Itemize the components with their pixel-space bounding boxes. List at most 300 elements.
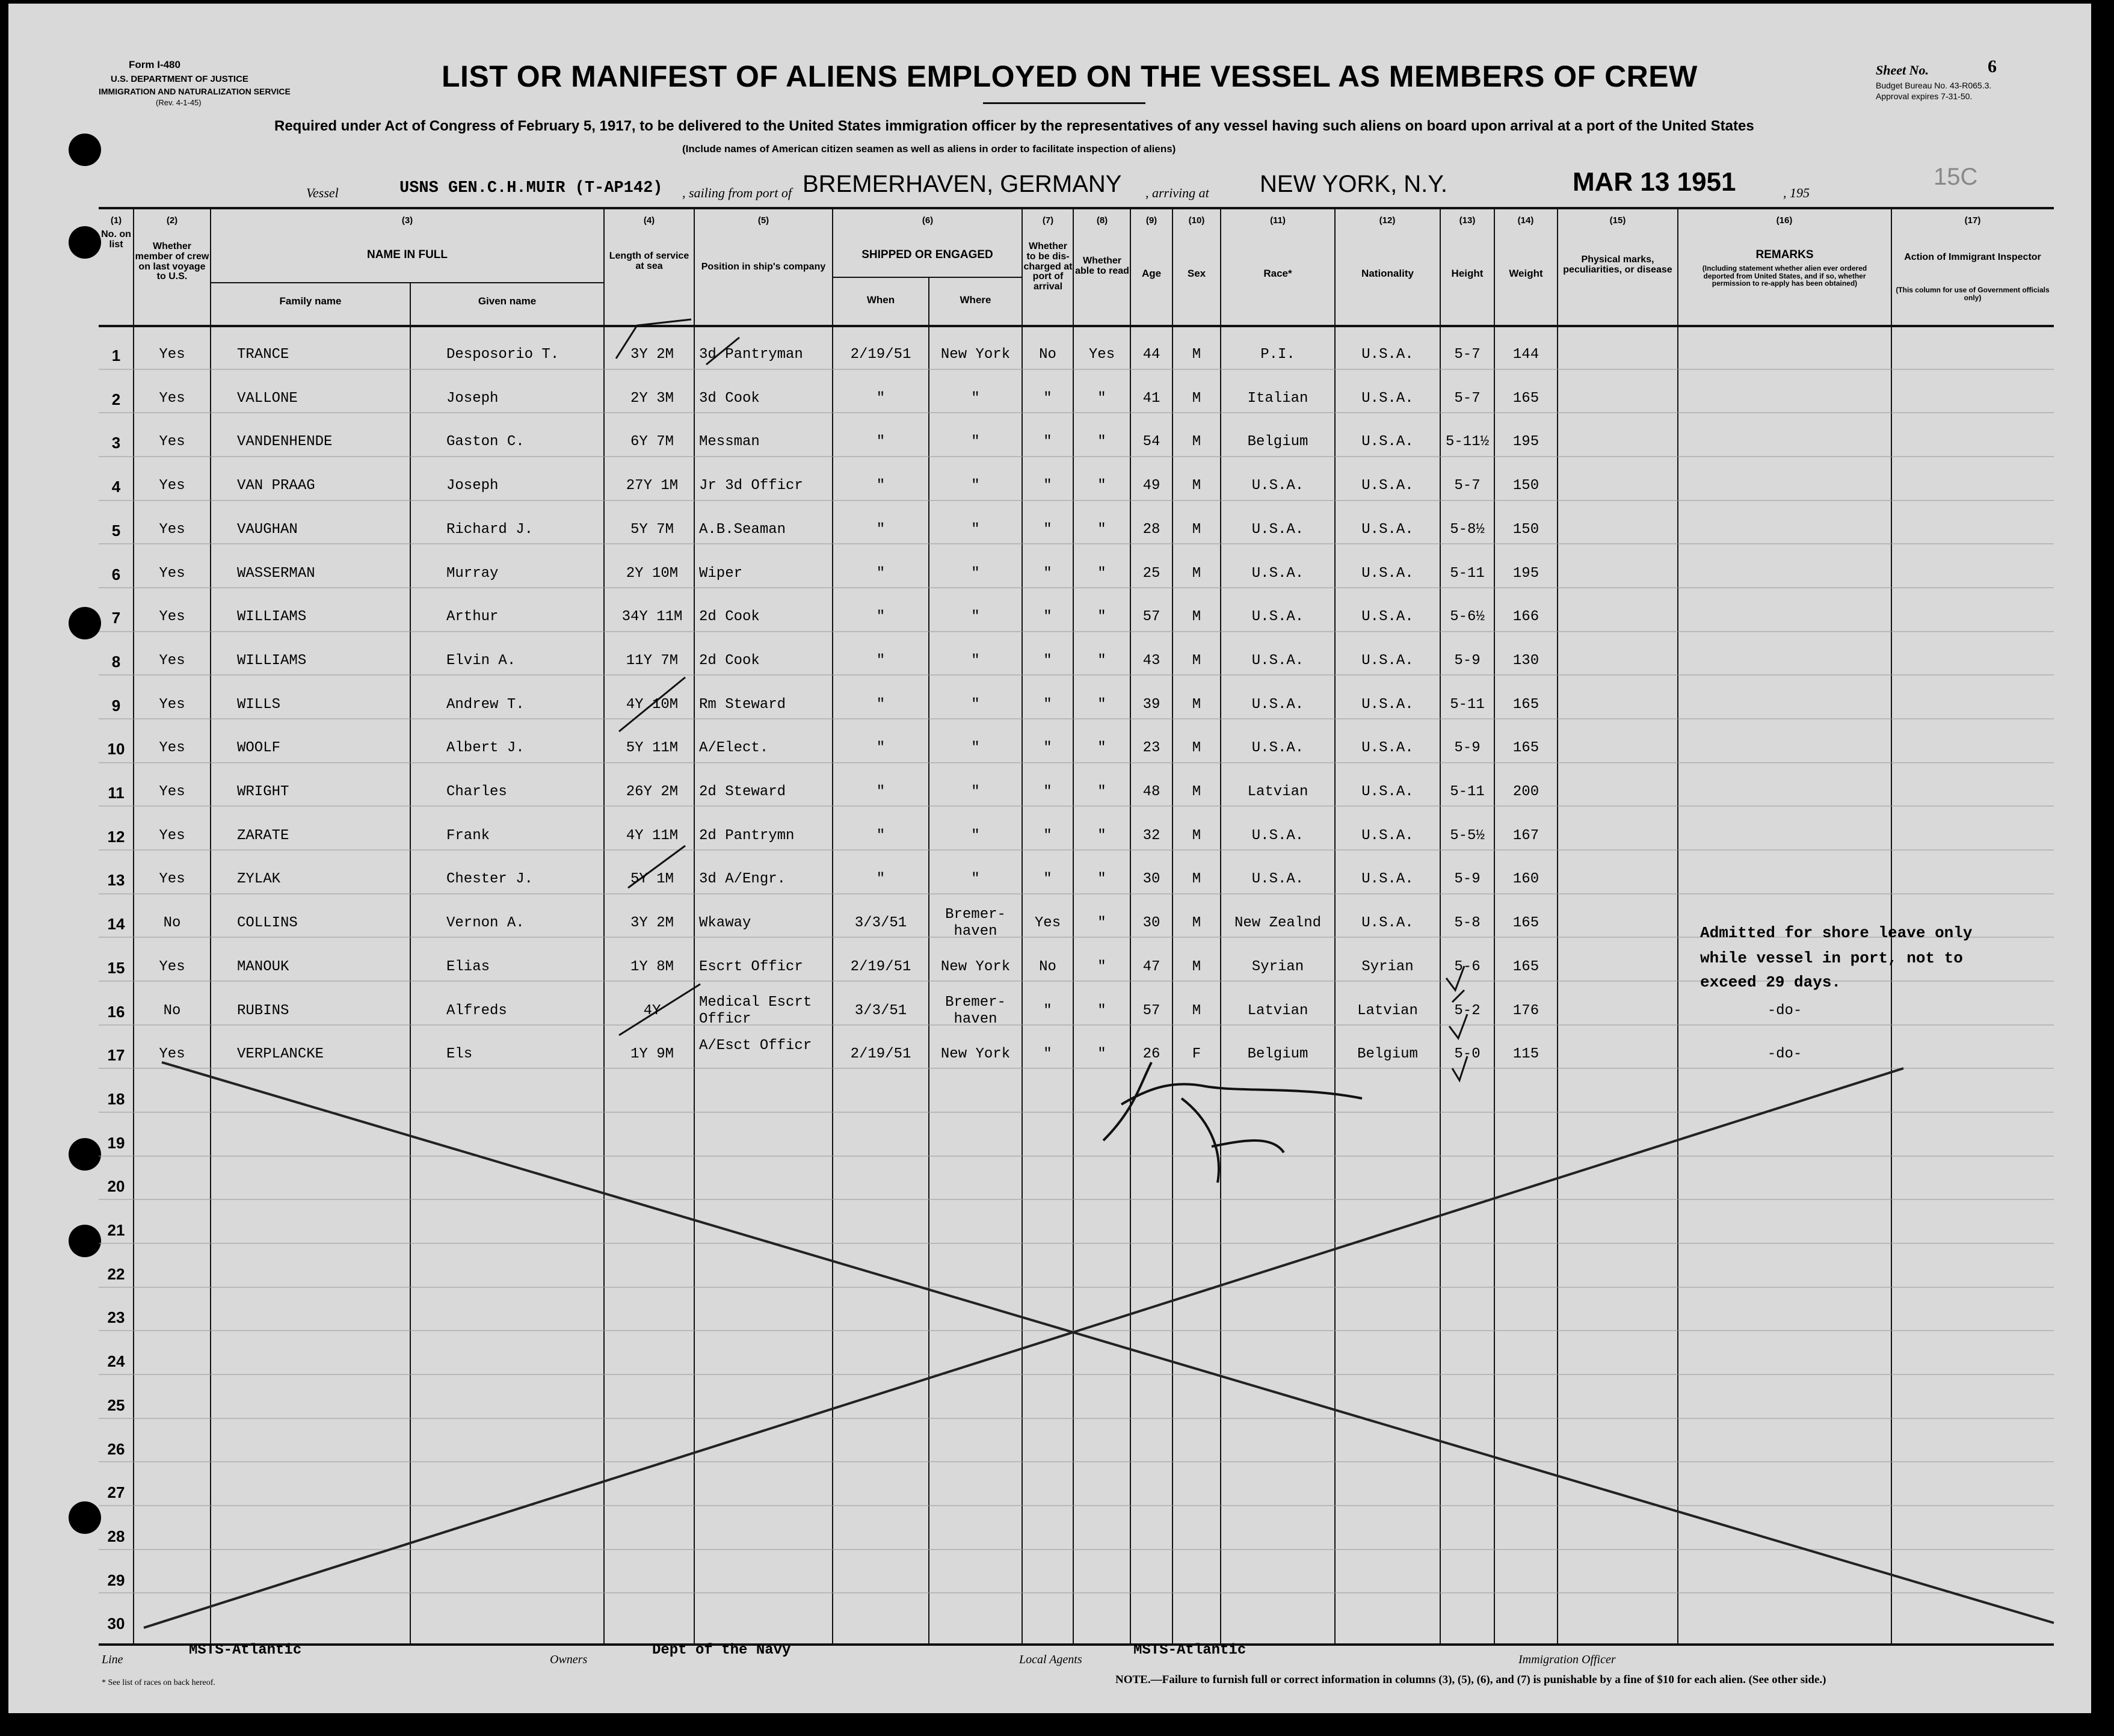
cell-given-name: Joseph (446, 478, 499, 494)
cell-given-name: Charles (446, 784, 507, 800)
cell-when: " (876, 565, 886, 582)
footer-line-label: Line (102, 1653, 123, 1666)
cell-weight: 165 (1512, 740, 1539, 757)
cell-voyage: Yes (159, 478, 185, 494)
remarks-line-3: exceed 29 days. (1700, 973, 1841, 991)
manifest-sheet (8, 4, 2091, 1713)
cell-voyage: Yes (159, 784, 185, 800)
cell-read: " (1097, 1046, 1106, 1063)
signature-icon (1103, 1062, 1362, 1183)
row-number: 7 (111, 609, 121, 627)
stamp-number: 15C (1934, 164, 1978, 190)
cell-where: " (971, 478, 980, 494)
cell-service: 6Y 7M (630, 434, 674, 451)
col-header-weight: Weight (1509, 268, 1543, 279)
cell-nationality: U.S.A. (1361, 827, 1414, 844)
year-suffix: , 195 (1783, 185, 1810, 200)
cell-height: 5-11½ (1445, 434, 1489, 451)
cell-service: 3Y 2M (630, 346, 674, 363)
cell-discharged: " (1043, 390, 1052, 407)
cell-family-name: VERPLANCKE (237, 1046, 324, 1063)
cell-given-name: Arthur (446, 609, 499, 626)
cell-discharged: " (1043, 1002, 1052, 1019)
column-number: (10) (1188, 215, 1205, 226)
cell-position: Wkaway (699, 915, 751, 932)
cell-position: Escrt Officr (699, 958, 803, 975)
cell-weight: 150 (1512, 521, 1539, 538)
cell-when: " (876, 390, 886, 407)
cell-where: " (971, 696, 980, 713)
cell-height: 5-0 (1454, 1046, 1481, 1063)
cell-sex: M (1192, 434, 1201, 451)
cell-sex: M (1192, 1002, 1201, 1019)
cell-nationality: U.S.A. (1361, 696, 1414, 713)
cell-read: " (1097, 740, 1106, 757)
cell-nationality: U.S.A. (1361, 652, 1414, 669)
cell-age: 48 (1142, 784, 1160, 800)
cell-family-name: WILLIAMS (237, 652, 307, 669)
cell-height: 5-11 (1450, 784, 1485, 800)
cell-weight: 200 (1512, 784, 1539, 800)
cell-nationality: U.S.A. (1361, 478, 1414, 494)
cell-where: New York (940, 1046, 1011, 1063)
cell-where: New York (940, 346, 1011, 363)
col-header-when: When (866, 294, 895, 306)
cell-race: U.S.A. (1251, 609, 1304, 626)
cell-family-name: WASSERMAN (237, 565, 315, 582)
cell-nationality: U.S.A. (1361, 521, 1414, 538)
cell-nationality: Belgium (1357, 1046, 1418, 1063)
footer-owners-label: Owners (550, 1653, 588, 1666)
approval-note: Approval expires 7-31-50. (1876, 91, 1973, 101)
cell-sex: M (1192, 696, 1201, 713)
cell-family-name: VAN PRAAG (237, 478, 315, 494)
cell-discharged: " (1043, 609, 1052, 626)
cell-age: 41 (1142, 390, 1160, 407)
cell-service: 4Y 11M (626, 827, 679, 844)
col-header-position: Position in ship's company (701, 262, 826, 272)
cell-sex: M (1192, 565, 1201, 582)
row-number: 15 (107, 958, 125, 977)
cell-where: " (971, 827, 980, 844)
cell-voyage: Yes (159, 434, 185, 451)
cell-given-name: Joseph (446, 390, 499, 407)
include-note: (Include names of American citizen seamen as well as aliens in order to facilitate inspection of aliens) (682, 143, 1176, 155)
cell-nationality: U.S.A. (1361, 740, 1414, 757)
col-header-remarks-note: (Including statement whether alien ever ordered deported from United States, and if so, whether permission to re-apply has been obtained) (1702, 264, 1867, 288)
column-number: (7) (1042, 215, 1054, 226)
cell-sex: M (1192, 609, 1201, 626)
cell-remarks: -do- (1767, 1002, 1802, 1019)
cell-read: " (1097, 958, 1106, 975)
column-number: (15) (1609, 215, 1626, 226)
cell-position: 2d Cook (699, 652, 760, 669)
cell-sex: M (1192, 652, 1201, 669)
cell-service: 5Y 11M (626, 740, 679, 757)
cell-read: " (1097, 609, 1106, 626)
cell-height: 5-8 (1454, 915, 1481, 932)
row-number: 3 (111, 434, 121, 452)
cell-nationality: U.S.A. (1361, 871, 1414, 888)
arrival-date-stamp: MAR 13 1951 (1573, 167, 1736, 197)
vessel-label: Vessel (306, 185, 339, 200)
sheet-label: Sheet No. (1876, 63, 1929, 78)
cell-given-name: Albert J. (446, 740, 525, 757)
cell-nationality: U.S.A. (1361, 390, 1414, 407)
cell-where: " (971, 521, 980, 538)
cell-sex: M (1192, 521, 1201, 538)
cell-where: " (971, 652, 980, 669)
cell-position: 3d A/Engr. (699, 871, 786, 888)
cell-weight: 160 (1512, 871, 1539, 888)
cell-where: " (971, 565, 980, 582)
cell-sex: M (1192, 958, 1201, 975)
cell-position: 3d Cook (699, 390, 760, 407)
revision: (Rev. 4-1-45) (156, 98, 202, 107)
column-number: (12) (1379, 215, 1396, 226)
cell-where: " (971, 390, 980, 407)
cell-given-name: Alfreds (446, 1002, 507, 1019)
cell-given-name: Richard J. (446, 521, 534, 538)
cell-given-name: Murray (446, 565, 499, 582)
col-header-physical: Physical marks, peculiarities, or disease (1563, 254, 1672, 275)
cell-weight: 176 (1512, 1002, 1539, 1019)
cell-height: 5-9 (1454, 871, 1481, 888)
cell-family-name: VALLONE (237, 390, 298, 407)
cell-family-name: VAUGHAN (237, 521, 298, 538)
row-number: 26 (107, 1439, 125, 1458)
cell-family-name: ZARATE (237, 827, 289, 844)
col-header-height: Height (1451, 268, 1484, 279)
row-number: 30 (107, 1614, 125, 1633)
cell-remarks: -do- (1767, 1046, 1802, 1063)
cell-family-name: WRIGHT (237, 784, 289, 800)
cell-when: " (876, 609, 886, 626)
sheet-number: 6 (1988, 57, 1997, 76)
cell-service: 4Y 10M (626, 696, 679, 713)
row-number: 10 (107, 740, 125, 759)
cell-weight: 144 (1512, 346, 1539, 363)
cell-nationality: U.S.A. (1361, 609, 1414, 626)
cell-sex: M (1192, 740, 1201, 757)
column-number: (9) (1145, 215, 1157, 226)
footer-agents-label: Local Agents (1019, 1653, 1082, 1666)
cell-service: 5Y 1M (630, 871, 674, 888)
cell-when: " (876, 827, 886, 844)
cell-height: 5-9 (1454, 652, 1481, 669)
row-number: 25 (107, 1396, 125, 1414)
col-header-voyage: Whether member of crew on last voyage to U.S. (135, 241, 209, 282)
cell-position: 2d Cook (699, 609, 760, 626)
cell-when: 3/3/51 (854, 915, 907, 932)
cell-read: " (1097, 696, 1106, 713)
cell-service: 3Y 2M (630, 915, 674, 932)
cross-out-lines (144, 1062, 2054, 1628)
col-header-family: Family name (279, 295, 342, 307)
cell-service: 1Y 8M (630, 958, 674, 975)
cell-service: 1Y 9M (630, 1046, 674, 1063)
cell-voyage: Yes (159, 827, 185, 844)
cell-where: Bremer- haven (945, 906, 1006, 940)
cell-sex: M (1192, 390, 1201, 407)
cell-sex: M (1192, 827, 1201, 844)
col-header-action: Action of Immigrant Inspector (1904, 252, 2041, 262)
cell-service: 11Y 7M (626, 652, 679, 669)
column-number: (1) (110, 215, 122, 226)
cell-read: " (1097, 434, 1106, 451)
row-number: 22 (107, 1264, 125, 1283)
cell-voyage: No (163, 1002, 181, 1019)
cell-voyage: Yes (159, 609, 185, 626)
cell-family-name: COLLINS (237, 915, 298, 932)
cell-voyage: No (163, 915, 181, 932)
cell-given-name: Els (446, 1046, 473, 1063)
row-number: 5 (111, 521, 121, 540)
cell-when: " (876, 434, 886, 451)
cell-service: 26Y 2M (626, 784, 679, 800)
cell-height: 5-11 (1450, 696, 1485, 713)
subtitle: Required under Act of Congress of February 5, 1917, to be delivered to the United States immigration officer by the representatives of any vessel having such aliens on board upon arrival at a port of the United States (274, 118, 1754, 134)
cell-discharged: " (1043, 478, 1052, 494)
cell-race: U.S.A. (1251, 652, 1304, 669)
cell-read: " (1097, 1002, 1106, 1019)
cell-sex: M (1192, 871, 1201, 888)
footer-agents-value: MSTS-Atlantic (1133, 1642, 1247, 1658)
cell-when: 2/19/51 (850, 346, 911, 363)
cell-family-name: TRANCE (237, 346, 289, 363)
cell-sex: M (1192, 346, 1201, 363)
cell-age: 32 (1142, 827, 1160, 844)
arriving-port: NEW YORK, N.Y. (1260, 171, 1447, 197)
column-number: (3) (401, 215, 413, 226)
cell-discharged: " (1043, 521, 1052, 538)
row-number: 19 (107, 1133, 125, 1152)
col-header-discharged: Whether to be dis-charged at port of arrival (1023, 241, 1073, 292)
cell-position: Wiper (699, 565, 743, 582)
cell-read: " (1097, 478, 1106, 494)
cell-discharged: " (1043, 565, 1052, 582)
page-title: LIST OR MANIFEST OF ALIENS EMPLOYED ON THE VESSEL AS MEMBERS OF CREW (442, 60, 1698, 93)
col-header-age: Age (1141, 268, 1162, 279)
cell-voyage: Yes (159, 1046, 185, 1063)
cell-height: 5-7 (1454, 346, 1481, 363)
cell-service: 34Y 11M (621, 609, 683, 626)
row-number: 21 (107, 1221, 125, 1239)
cell-age: 57 (1142, 609, 1160, 626)
cell-position: A.B.Seaman (699, 521, 786, 538)
cell-voyage: Yes (159, 958, 185, 975)
cell-read: " (1097, 652, 1106, 669)
column-number: (8) (1096, 215, 1108, 226)
row-number: 20 (107, 1177, 125, 1196)
footer-race-note: * See list of races on back hereof. (102, 1678, 215, 1687)
row-number: 16 (107, 1002, 125, 1021)
cell-race: Belgium (1247, 1046, 1308, 1063)
col-header-shipped: SHIPPED OR ENGAGED (861, 248, 993, 261)
cell-race: U.S.A. (1251, 696, 1304, 713)
form-number: Form I-480 (129, 59, 180, 70)
col-header-service: Length of service at sea (609, 251, 689, 271)
cell-when: " (876, 652, 886, 669)
cell-race: U.S.A. (1251, 740, 1304, 757)
cell-nationality: U.S.A. (1361, 434, 1414, 451)
row-number: 18 (107, 1089, 125, 1108)
arriving-label: , arriving at (1145, 185, 1209, 200)
cell-given-name: Desposorio T. (446, 346, 559, 363)
cell-read: Yes (1088, 346, 1115, 363)
cell-race: U.S.A. (1251, 478, 1304, 494)
cell-family-name: VANDENHENDE (237, 434, 333, 451)
cell-position: Medical Escrt Officr (699, 994, 812, 1027)
cell-sex: M (1192, 915, 1201, 932)
row-number: 1 (111, 346, 121, 365)
cell-height: 5-8½ (1450, 521, 1485, 538)
col-header-where: Where (960, 294, 991, 306)
cell-read: " (1097, 915, 1106, 932)
cell-weight: 195 (1512, 434, 1539, 451)
cell-weight: 165 (1512, 958, 1539, 975)
footer-fine-note: NOTE.—Failure to furnish full or correct information in columns (3), (5), (6), and (7) is punishable by a fine of $10 for each alien. (See other side.) (1115, 1673, 1826, 1686)
cell-height: 5-2 (1454, 1002, 1481, 1019)
cell-family-name: RUBINS (237, 1002, 289, 1019)
cell-race: Italian (1247, 390, 1308, 407)
cell-discharged: " (1043, 1046, 1052, 1063)
cell-sex: M (1192, 784, 1201, 800)
cell-service: 2Y 3M (630, 390, 674, 407)
cell-age: 57 (1142, 1002, 1160, 1019)
column-number: (6) (922, 215, 934, 226)
cell-voyage: Yes (159, 346, 185, 363)
cell-position: Jr 3d Officr (699, 478, 803, 494)
cell-when: " (876, 784, 886, 800)
cell-voyage: Yes (159, 696, 185, 713)
cell-discharged: " (1043, 696, 1052, 713)
cell-weight: 130 (1512, 652, 1539, 669)
cell-service: 4Y (643, 1002, 661, 1019)
cell-age: 54 (1142, 434, 1160, 451)
cell-age: 30 (1142, 871, 1160, 888)
remarks-line-2: while vessel in port, not to (1700, 949, 1963, 967)
cell-age: 28 (1142, 521, 1160, 538)
row-number: 28 (107, 1527, 125, 1545)
sailing-label: , sailing from port of (682, 185, 792, 200)
cell-position: 2d Pantrymn (699, 827, 795, 844)
cell-age: 23 (1142, 740, 1160, 757)
cell-given-name: Andrew T. (446, 696, 525, 713)
col-header-no: No. on list (101, 229, 131, 250)
cell-height: 5-5½ (1450, 827, 1485, 844)
cell-nationality: Latvian (1357, 1002, 1418, 1019)
cell-race: Syrian (1251, 958, 1304, 975)
row-number: 27 (107, 1483, 125, 1502)
cell-where: " (971, 434, 980, 451)
cell-discharged: " (1043, 740, 1052, 757)
cell-read: " (1097, 565, 1106, 582)
col-header-action-note: (This column for use of Government officials only) (1896, 286, 2050, 302)
cell-position: 2d Steward (699, 784, 786, 800)
service: IMMIGRATION AND NATURALIZATION SERVICE (99, 87, 291, 96)
cell-discharged: " (1043, 434, 1052, 451)
row-number: 4 (111, 478, 121, 496)
cell-age: 26 (1142, 1046, 1160, 1063)
cell-where: New York (940, 958, 1011, 975)
cell-height: 5-6½ (1450, 609, 1485, 626)
cell-weight: 165 (1512, 696, 1539, 713)
col-header-sex: Sex (1187, 268, 1206, 279)
cell-where: " (971, 740, 980, 757)
cell-discharged: " (1043, 784, 1052, 800)
cell-position: 3d Pantryman (699, 346, 803, 363)
cell-read: " (1097, 871, 1106, 888)
cell-discharged: No (1039, 346, 1056, 363)
cell-age: 49 (1142, 478, 1160, 494)
row-number: 11 (108, 784, 125, 802)
cell-voyage: Yes (159, 521, 185, 538)
column-number: (5) (757, 215, 769, 226)
cell-discharged: " (1043, 652, 1052, 669)
cell-nationality: U.S.A. (1361, 565, 1414, 582)
cell-when: " (876, 478, 886, 494)
cell-age: 47 (1142, 958, 1160, 975)
cell-given-name: Elvin A. (446, 652, 516, 669)
cell-height: 5-7 (1454, 478, 1481, 494)
cell-where: " (971, 609, 980, 626)
cell-when: " (876, 696, 886, 713)
cell-age: 39 (1142, 696, 1160, 713)
cell-nationality: U.S.A. (1361, 346, 1414, 363)
cell-race: Latvian (1247, 1002, 1308, 1019)
cell-family-name: WILLS (237, 696, 281, 713)
footer-line-value: MSTS-Atlantic (189, 1642, 302, 1658)
cell-weight: 165 (1512, 390, 1539, 407)
cell-position: A/Esct Officr (699, 1038, 812, 1054)
row-number: 2 (111, 390, 121, 408)
cell-height: 5-6 (1454, 958, 1481, 975)
cell-service: 27Y 1M (626, 478, 679, 494)
cell-age: 44 (1142, 346, 1160, 363)
cell-race: P.I. (1260, 346, 1295, 363)
row-number: 29 (107, 1571, 125, 1589)
cell-voyage: Yes (159, 871, 185, 888)
cell-read: " (1097, 390, 1106, 407)
cell-where: " (971, 871, 980, 888)
cell-discharged: No (1039, 958, 1056, 975)
cell-voyage: Yes (159, 652, 185, 669)
cell-sex: F (1192, 1046, 1201, 1063)
cell-weight: 150 (1512, 478, 1539, 494)
cell-position: Messman (699, 434, 760, 451)
cell-discharged: Yes (1034, 915, 1061, 932)
cell-height: 5-11 (1450, 565, 1485, 582)
cell-race: Latvian (1247, 784, 1308, 800)
cell-race: U.S.A. (1251, 827, 1304, 844)
column-number: (13) (1459, 215, 1476, 226)
column-number: (17) (1964, 215, 1981, 226)
cell-discharged: " (1043, 827, 1052, 844)
footer-owners-value: Dept of the Navy (652, 1642, 791, 1658)
cell-family-name: WILLIAMS (237, 609, 307, 626)
cell-read: " (1097, 784, 1106, 800)
cell-age: 43 (1142, 652, 1160, 669)
cell-service: 5Y 7M (630, 521, 674, 538)
cell-height: 5-7 (1454, 390, 1481, 407)
col-header-name: NAME IN FULL (366, 248, 448, 261)
row-number: 14 (107, 915, 125, 934)
cell-given-name: Elias (446, 958, 490, 975)
row-number: 23 (107, 1308, 125, 1327)
cell-voyage: Yes (159, 565, 185, 582)
cell-nationality: U.S.A. (1361, 915, 1414, 932)
